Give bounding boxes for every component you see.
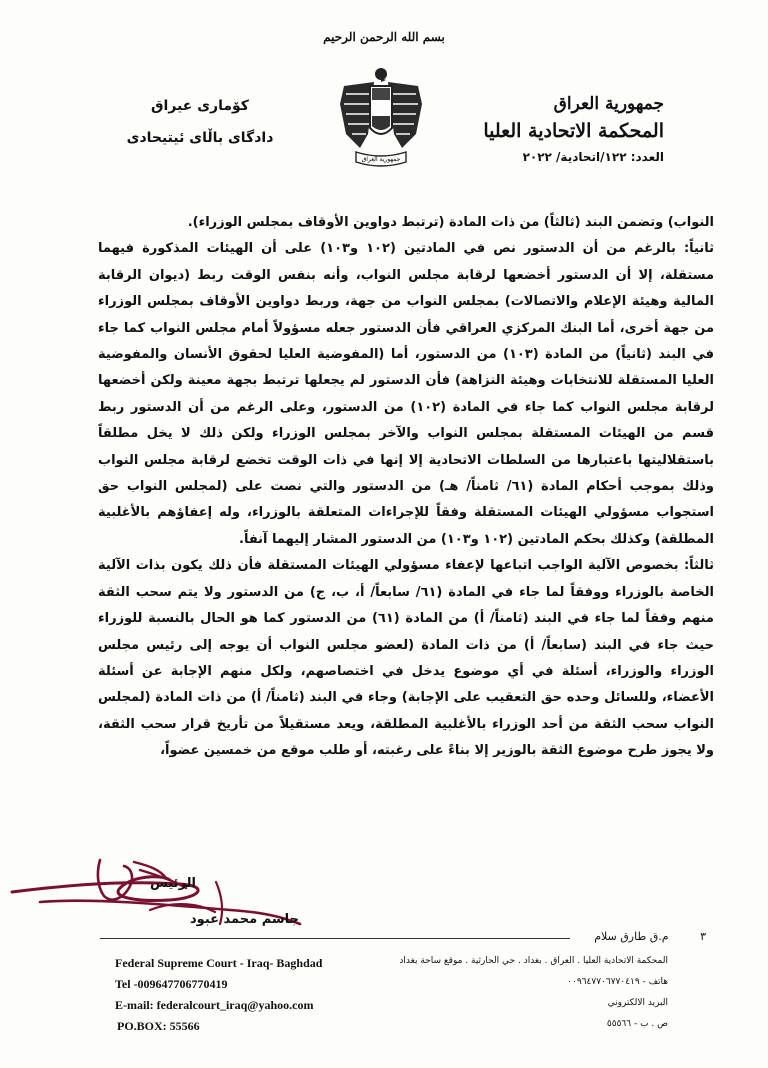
phone-arabic: هاتف - ٠٠٩٦٤٧٧٠٦٧٧٠٤١٩ — [567, 977, 668, 987]
prepared-by: م.ق طارق سلام — [594, 930, 669, 943]
court-name-english: Federal Supreme Court - Iraq- Baghdad — [115, 956, 323, 970]
address-arabic: المحكمة الاتحادية العليا . العراق . بغداد . حي الحارثية . موقع ساحة بغداد — [399, 956, 668, 966]
body-paragraph: النواب) وتضمن البند (ثالثاً) من ذات المادة (ترتبط دواوين الأوقاف بمجلس الوزراء). — [187, 215, 714, 230]
pobox-english: PO.BOX: 55566 — [117, 1019, 200, 1033]
footer-note — [594, 930, 706, 943]
header-kurdish — [120, 98, 280, 146]
eagle-emblem-icon — [336, 64, 426, 176]
bismillah: بسم الله الرحمن الرحيم — [323, 30, 445, 44]
republic-title-kurdish: كۆمارى عیراق — [151, 98, 249, 114]
body-paragraph: ثانياً: بالرغم من أن الدستور نص في المادتين (١٠٢ و١٠٣) على أن الهيئات المذكورة فيهما مستقلة، إلا أن الدستور أخضعها لرقابة مجلس النواب، وأنه بنفس الوقت ربط (ديوان الرقابة المالية وهيئة الإعلام والاتصالات) بمجلس النواب من جهة، وربط دواوين الأوقاف بمجلس الوزراء من جهة أخرى، أما البنك المركزي العراقي فأن الدستور جعله مسؤولاً أمام مجلس النواب كما جاء في البند (ثانياً) من المادة (١٠٣) من الدستور، أما (المفوضية العليا لحقوق الأنسان والمفوضية العليا المستقلة للانتخابات وهيئة النزاهة) فأن الدستور لم يجعلها ترتبط بجهة معينة ولكن أخضعها لرقابة مجلس النواب كما جاء في المادة (١٠٢) من الدستور، وعلى الرغم من أن الدستور ربط قسم من الهيئات المستقلة بمجلس النواب والآخر بمجلس الوزراء ولكن ذلك لا يخل مطلقاً باستقلاليتها باعتبارها من السلطات الاتحادية إلا إنها في ذات الوقت تخضع لرقابة مجلس النواب وذلك بموجب أحكام المادة (٦١/ ثامناً/ هـ) من الدستور والتي نصت على (لمجلس النواب حق استجواب مسؤولي الهيئات المستقلة وفقاً للإجراءات المتعلقة بالوزراء، وله إعفاؤهم بالأغلبية المطلقة) وكذلك بحكم المادتين (١٠٢ و١٠٣) من الدستور المشار إليهما آنفاً. — [98, 241, 715, 547]
emblem-caption: جمهورية العراق — [361, 156, 401, 163]
document-body — [98, 210, 714, 765]
signatory-name: جاسم محمد عبود — [190, 912, 299, 927]
signatory-title: الرئيس — [150, 876, 196, 891]
court-title-kurdish: دادگای باڵای ئیتیحادی — [126, 130, 274, 146]
reference-number: العدد: ١٢٢/اتحادية/ ٢٠٢٢ — [522, 150, 664, 164]
body-paragraph: ثالثاً: بخصوص الآلية الواجب اتباعها لإعفاء مسؤولي الهيئات المستقلة فأن ذلك يكون بذات الآلية الخاصة بالوزراء ووفقاً لما جاء في المادة (٦١/ سابعاً/ أ، ب، ج) من الدستور ولا يتم سحب الثقة منهم وفقاً لما جاء في البند (ثامناً/ أ) من المادة (٦١) من الدستور كما هو الحال بالنسبة للوزراء حيث جاء في البند (سابعاً/ أ) من ذات المادة (لعضو مجلس النواب أن يوجه إلى رئيس مجلس الوزراء والوزراء، أسئلة في أي موضوع يدخل في اختصاصهم، ولكل منهم الإجابة عن أسئلة الأعضاء، وللسائل وحده حق التعقيب على الإجابة) وجاء في البند (ثامناً/ أ) من ذات المادة (لمجلس النواب سحب الثقة من أحد الوزراء بالأغلبية المطلقة، ويعد مستقيلاً من تأريخ قرار سحب الثقة، ولا يجوز طرح موضوع الثقة بالوزير إلا بناءً على رغبته، أو طلب موقع من خمسين عضواً، — [98, 558, 714, 759]
email-english: E-mail: federalcourt_iraq@yahoo.com — [115, 998, 314, 1012]
signature-block — [0, 840, 360, 940]
court-title: المحكمة الاتحادية العليا — [483, 120, 664, 142]
header-arabic — [414, 94, 664, 164]
footer-divider — [100, 938, 570, 939]
email-label-arabic: البريد الالكتروني — [607, 998, 668, 1008]
pobox-arabic: ص . ب - ٥٥٥٦٦ — [606, 1019, 668, 1029]
phone-english: Tel -009647706770419 — [115, 977, 228, 991]
footer-contact-english — [115, 956, 375, 1040]
page-number: ٣ — [700, 930, 706, 943]
footer-contact-arabic — [368, 956, 668, 1040]
republic-title: جمهورية العراق — [553, 94, 664, 114]
